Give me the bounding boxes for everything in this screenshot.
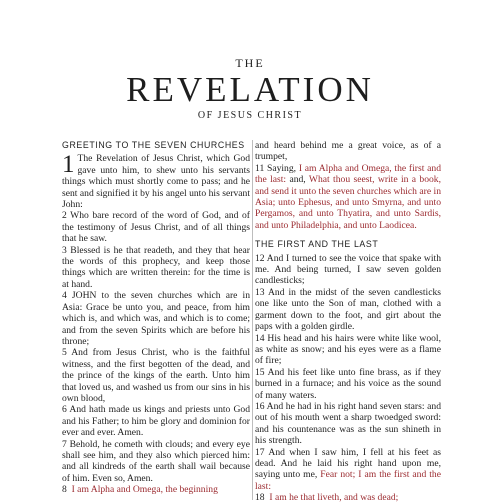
verse-15: 15 And his feet like unto fine brass, as if they burned in a furnace; and his voice as the sound of many waters. [255, 366, 441, 401]
verse-2: 2 Who bare record of the word of God, and of the testimony of Jesus Christ, and of all things that he saw. [62, 210, 250, 245]
verse-8-number: 8 [62, 484, 67, 496]
verse-14: 14 His head and his hairs were white like wool, as white as snow; and his eyes were as a flame of fire; [255, 332, 441, 367]
verse-6: 6 And hath made us kings and priests unto God and his Father; to him be glory and dominion for ever and ever. Amen. [62, 404, 250, 439]
verse-3: 3 Blessed is he that readeth, and they that hear the words of this prophecy, and keep those things which are written therein: for the time is at hand. [62, 244, 250, 290]
section-heading-first-last: THE FIRST AND THE LAST [255, 239, 379, 250]
section-heading-greeting: GREETING TO THE SEVEN CHURCHES [62, 140, 245, 150]
column-divider [252, 140, 253, 500]
verse-8-red-letter: I am Alpha and Omega, the beginning [71, 484, 218, 496]
title-prefix: THE [235, 56, 265, 70]
verse-17-start: 17 And when I saw him, I fell at his feet as dead. And he laid his right hand upon me, saying unto me, [255, 446, 441, 481]
verse-18-red-letter: I am he that liveth, and was dead; [269, 492, 399, 504]
verse-10-continuation: and heard behind me a great voice, as of a trumpet, [255, 140, 441, 163]
verse-7: 7 Behold, he cometh with clouds; and every eye shall see him, and they also which pierced him: and all kindreds of the earth shall wail because of him. Even so, Amen. [62, 438, 250, 484]
verse-12: 12 And I turned to see the voice that spake with me. And being turned, I saw seven golden candlesticks; [255, 252, 441, 287]
chapter-number: 1 [62, 151, 75, 179]
verse-11-red-1: I am Alpha and Omega, the first and the last: [255, 162, 441, 186]
verse-4: 4 JOHN to the seven churches which are in Asia: Grace be unto you, and peace, from him which is, and which was, and which is to come; and from the seven Spirits which are before his throne; [62, 290, 250, 347]
verse-1-text: The Revelation of Jesus Christ, which God gave unto him, to shew unto his servants things which must shortly come to pass; and he sent and signified it by his angel unto his servant John: [62, 153, 250, 211]
right-column [255, 140, 441, 504]
verse-8 [62, 484, 250, 495]
verse-11-red-2: What thou seest, write in a book, and send it unto the seven churches which are in Asia; unto Ephesus, and unto Smyrna, and unto Pergamos, and unto Thyatira, and unto Sardis, and unto Philadelphia, and unto Laodicea. [255, 174, 442, 231]
verse-5: 5 And from Jesus Christ, who is the faithful witness, and the first begotten of the dead, and the prince of the kings of the earth. Unto him that loved us, and washed us from our sins in his own blood, [62, 347, 250, 404]
verse-1 [62, 153, 250, 210]
verse-17 [255, 447, 441, 493]
verse-16: 16 And he had in his right hand seven stars: and out of his mouth went a sharp twoedged sword: and his countenance was as the sun shineth in his strength. [255, 400, 441, 447]
verse-11-mid: and, [289, 174, 306, 186]
left-column [62, 140, 250, 496]
verse-13: 13 And in the midst of the seven candlesticks one like unto the Son of man, clothed with a garment down to the foot, and girt about the paps with a golden girdle. [255, 286, 441, 333]
book-subtitle: OF JESUS CHRIST [197, 110, 303, 121]
verse-18 [255, 492, 441, 503]
verse-17-red: Fear not; I am the first and the last: [255, 469, 441, 492]
verse-11-start: 11 Saying, [255, 162, 297, 174]
verse-11 [255, 163, 441, 231]
book-title: REVELATION [126, 70, 374, 109]
verse-18-number: 18 [255, 492, 265, 504]
